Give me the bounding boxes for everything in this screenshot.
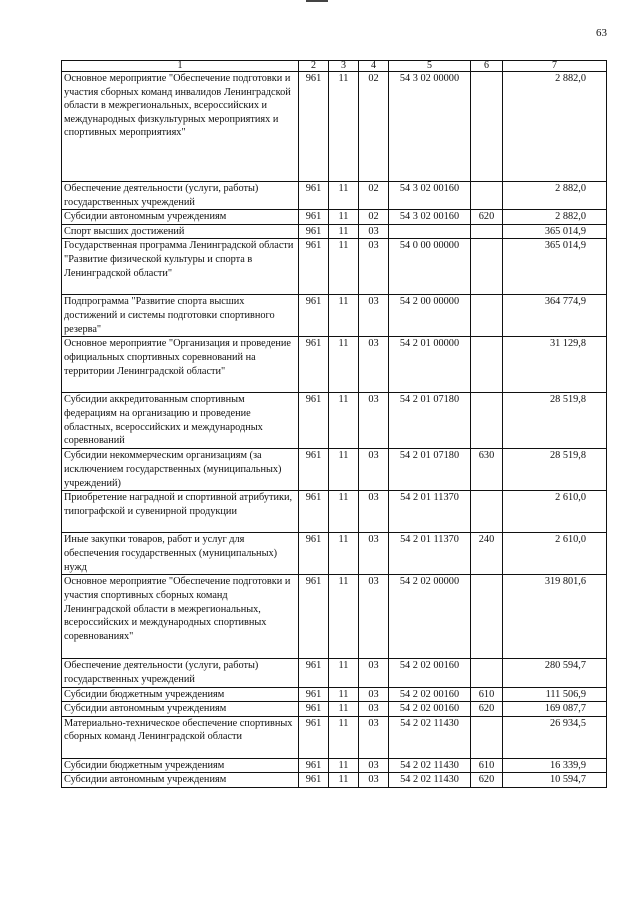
page-number: 63	[596, 27, 607, 39]
cell-vr: 620	[471, 702, 503, 717]
cell-pr: 03	[359, 449, 389, 491]
cell-sum: 280 594,7	[503, 659, 607, 687]
cell-vr	[471, 716, 503, 758]
table-row	[62, 295, 607, 337]
cell-name: Субсидии бюджетным учреждениям	[62, 687, 299, 702]
cell-name: Основное мероприятие "Обеспечение подготовки и участия спортивных сборных команд Ленинградской области в межрегиональных, всероссийских и международных спортивных соревнованиях"	[62, 575, 299, 659]
cell-grbs: 961	[299, 491, 329, 533]
cell-sum: 169 087,7	[503, 702, 607, 717]
cell-name: Обеспечение деятельности (услуги, работы) государственных учреждений	[62, 659, 299, 687]
cell-name: Спорт высших достижений	[62, 224, 299, 239]
cell-csr: 54 2 01 11370	[389, 533, 471, 575]
cell-vr	[471, 239, 503, 295]
cell-csr: 54 2 02 11430	[389, 773, 471, 788]
cell-csr: 54 2 02 00160	[389, 659, 471, 687]
cell-rz: 11	[329, 702, 359, 717]
cell-vr	[471, 659, 503, 687]
cell-pr: 03	[359, 575, 389, 659]
header-cell: 3	[329, 61, 359, 72]
cell-sum: 2 882,0	[503, 210, 607, 225]
cell-csr: 54 3 02 00160	[389, 182, 471, 210]
table-row	[62, 393, 607, 449]
cell-sum: 2 610,0	[503, 491, 607, 533]
cell-vr: 610	[471, 758, 503, 773]
cell-grbs: 961	[299, 210, 329, 225]
cell-vr	[471, 491, 503, 533]
cell-grbs: 961	[299, 575, 329, 659]
cell-vr: 620	[471, 773, 503, 788]
cell-pr: 03	[359, 702, 389, 717]
cell-sum: 28 519,8	[503, 449, 607, 491]
cell-sum: 31 129,8	[503, 337, 607, 393]
cell-csr: 54 2 01 07180	[389, 449, 471, 491]
cell-pr: 03	[359, 491, 389, 533]
cell-name: Материально-техническое обеспечение спортивных сборных команд Ленинградской области	[62, 716, 299, 758]
budget-table	[61, 60, 607, 788]
table-row	[62, 702, 607, 717]
cell-sum: 365 014,9	[503, 239, 607, 295]
cell-vr: 620	[471, 210, 503, 225]
cell-rz: 11	[329, 210, 359, 225]
header-cell: 5	[389, 61, 471, 72]
table-row	[62, 716, 607, 758]
cell-pr: 03	[359, 716, 389, 758]
cell-pr: 03	[359, 773, 389, 788]
cell-vr	[471, 224, 503, 239]
cell-rz: 11	[329, 295, 359, 337]
cell-sum: 28 519,8	[503, 393, 607, 449]
cell-csr: 54 2 02 00000	[389, 575, 471, 659]
cell-csr	[389, 224, 471, 239]
table-row	[62, 533, 607, 575]
table-row	[62, 575, 607, 659]
cell-name: Субсидии аккредитованным спортивным федерациям на организацию и проведение областных, всероссийских и международных соревнований	[62, 393, 299, 449]
cell-pr: 03	[359, 337, 389, 393]
cell-grbs: 961	[299, 687, 329, 702]
header-cell: 2	[299, 61, 329, 72]
cell-rz: 11	[329, 72, 359, 182]
cell-vr: 630	[471, 449, 503, 491]
cell-pr: 03	[359, 239, 389, 295]
scan-mark	[306, 0, 328, 2]
cell-name: Подпрограмма "Развитие спорта высших достижений и системы подготовки спортивного резерва"	[62, 295, 299, 337]
cell-vr	[471, 575, 503, 659]
cell-pr: 03	[359, 659, 389, 687]
cell-sum: 319 801,6	[503, 575, 607, 659]
cell-rz: 11	[329, 716, 359, 758]
cell-sum: 2 882,0	[503, 182, 607, 210]
table-row	[62, 182, 607, 210]
table-row	[62, 72, 607, 182]
cell-csr: 54 3 02 00000	[389, 72, 471, 182]
cell-sum: 365 014,9	[503, 224, 607, 239]
table-row	[62, 337, 607, 393]
cell-sum: 26 934,5	[503, 716, 607, 758]
cell-csr: 54 0 00 00000	[389, 239, 471, 295]
cell-rz: 11	[329, 393, 359, 449]
cell-rz: 11	[329, 575, 359, 659]
cell-vr	[471, 337, 503, 393]
cell-pr: 02	[359, 72, 389, 182]
header-cell: 7	[503, 61, 607, 72]
table-row	[62, 449, 607, 491]
cell-vr: 610	[471, 687, 503, 702]
cell-sum: 2 882,0	[503, 72, 607, 182]
cell-rz: 11	[329, 687, 359, 702]
table-body	[62, 72, 607, 788]
cell-name: Приобретение наградной и спортивной атрибутики, типографской и сувенирной продукции	[62, 491, 299, 533]
cell-name: Государственная программа Ленинградской области "Развитие физической культуры и спорта в Ленинградской области"	[62, 239, 299, 295]
cell-pr: 02	[359, 182, 389, 210]
cell-csr: 54 2 01 11370	[389, 491, 471, 533]
cell-pr: 03	[359, 533, 389, 575]
cell-vr	[471, 393, 503, 449]
cell-name: Субсидии автономным учреждениям	[62, 773, 299, 788]
cell-grbs: 961	[299, 239, 329, 295]
cell-name: Субсидии автономным учреждениям	[62, 702, 299, 717]
cell-csr: 54 2 01 07180	[389, 393, 471, 449]
cell-grbs: 961	[299, 182, 329, 210]
cell-sum: 364 774,9	[503, 295, 607, 337]
header-cell: 1	[62, 61, 299, 72]
cell-pr: 03	[359, 295, 389, 337]
cell-grbs: 961	[299, 659, 329, 687]
cell-grbs: 961	[299, 449, 329, 491]
cell-vr	[471, 295, 503, 337]
cell-rz: 11	[329, 659, 359, 687]
cell-grbs: 961	[299, 72, 329, 182]
cell-pr: 03	[359, 758, 389, 773]
cell-grbs: 961	[299, 716, 329, 758]
cell-sum: 16 339,9	[503, 758, 607, 773]
cell-csr: 54 2 02 00160	[389, 702, 471, 717]
cell-grbs: 961	[299, 295, 329, 337]
cell-rz: 11	[329, 337, 359, 393]
header-cell: 4	[359, 61, 389, 72]
cell-pr: 03	[359, 687, 389, 702]
cell-vr	[471, 182, 503, 210]
cell-rz: 11	[329, 491, 359, 533]
cell-csr: 54 2 02 11430	[389, 716, 471, 758]
cell-rz: 11	[329, 239, 359, 295]
cell-rz: 11	[329, 773, 359, 788]
table-row	[62, 659, 607, 687]
cell-name: Основное мероприятие "Организация и проведение официальных спортивных соревнований на территории Ленинградской области"	[62, 337, 299, 393]
cell-vr	[471, 72, 503, 182]
cell-csr: 54 2 01 00000	[389, 337, 471, 393]
cell-csr: 54 3 02 00160	[389, 210, 471, 225]
cell-pr: 03	[359, 393, 389, 449]
cell-name: Иные закупки товаров, работ и услуг для обеспечения государственных (муниципальных) нужд	[62, 533, 299, 575]
cell-pr: 03	[359, 224, 389, 239]
cell-grbs: 961	[299, 224, 329, 239]
cell-grbs: 961	[299, 702, 329, 717]
cell-rz: 11	[329, 182, 359, 210]
cell-pr: 02	[359, 210, 389, 225]
cell-grbs: 961	[299, 533, 329, 575]
table-row	[62, 491, 607, 533]
cell-rz: 11	[329, 533, 359, 575]
cell-sum: 10 594,7	[503, 773, 607, 788]
header-cell: 6	[471, 61, 503, 72]
table-row	[62, 773, 607, 788]
table-row	[62, 224, 607, 239]
table-row	[62, 210, 607, 225]
cell-grbs: 961	[299, 337, 329, 393]
table-header-row	[62, 61, 607, 72]
cell-name: Субсидии некоммерческим организациям (за исключением государственных (муниципальных) учреждений)	[62, 449, 299, 491]
cell-csr: 54 2 00 00000	[389, 295, 471, 337]
cell-grbs: 961	[299, 393, 329, 449]
table-row	[62, 758, 607, 773]
cell-csr: 54 2 02 00160	[389, 687, 471, 702]
cell-name: Субсидии бюджетным учреждениям	[62, 758, 299, 773]
cell-vr: 240	[471, 533, 503, 575]
cell-sum: 111 506,9	[503, 687, 607, 702]
cell-rz: 11	[329, 758, 359, 773]
table-row	[62, 239, 607, 295]
cell-rz: 11	[329, 224, 359, 239]
table-row	[62, 687, 607, 702]
cell-name: Основное мероприятие "Обеспечение подготовки и участия сборных команд инвалидов Ленинградской области в межрегиональных, всероссийских и международных физкультурных мероприятиях и спортивных мероприятиях"	[62, 72, 299, 182]
cell-name: Субсидии автономным учреждениям	[62, 210, 299, 225]
cell-grbs: 961	[299, 758, 329, 773]
cell-grbs: 961	[299, 773, 329, 788]
cell-name: Обеспечение деятельности (услуги, работы) государственных учреждений	[62, 182, 299, 210]
cell-sum: 2 610,0	[503, 533, 607, 575]
cell-csr: 54 2 02 11430	[389, 758, 471, 773]
cell-rz: 11	[329, 449, 359, 491]
